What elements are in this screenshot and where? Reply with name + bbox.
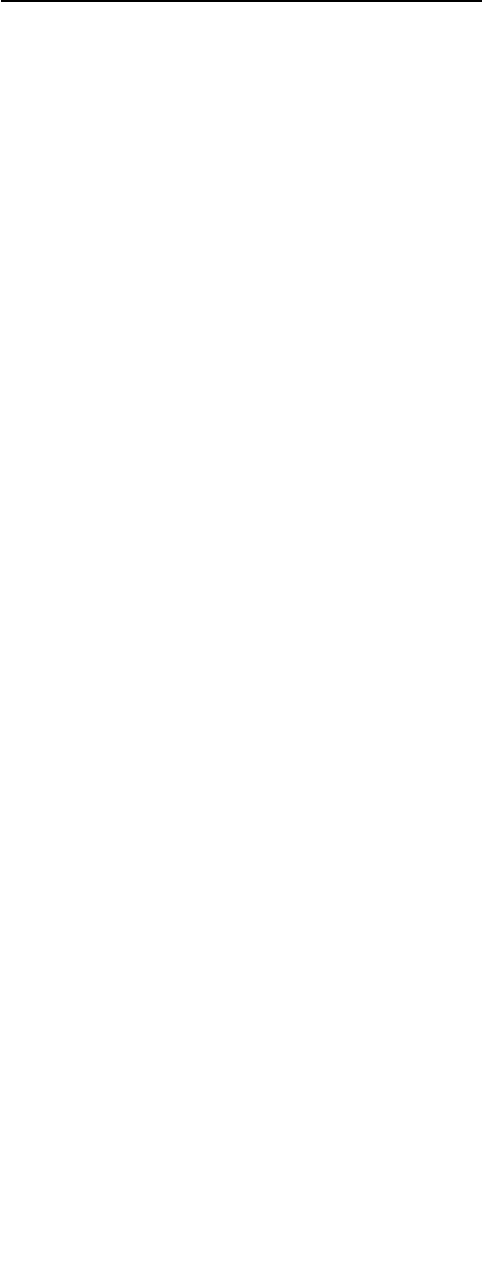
spreadsheet bbox=[1, 0, 482, 2]
